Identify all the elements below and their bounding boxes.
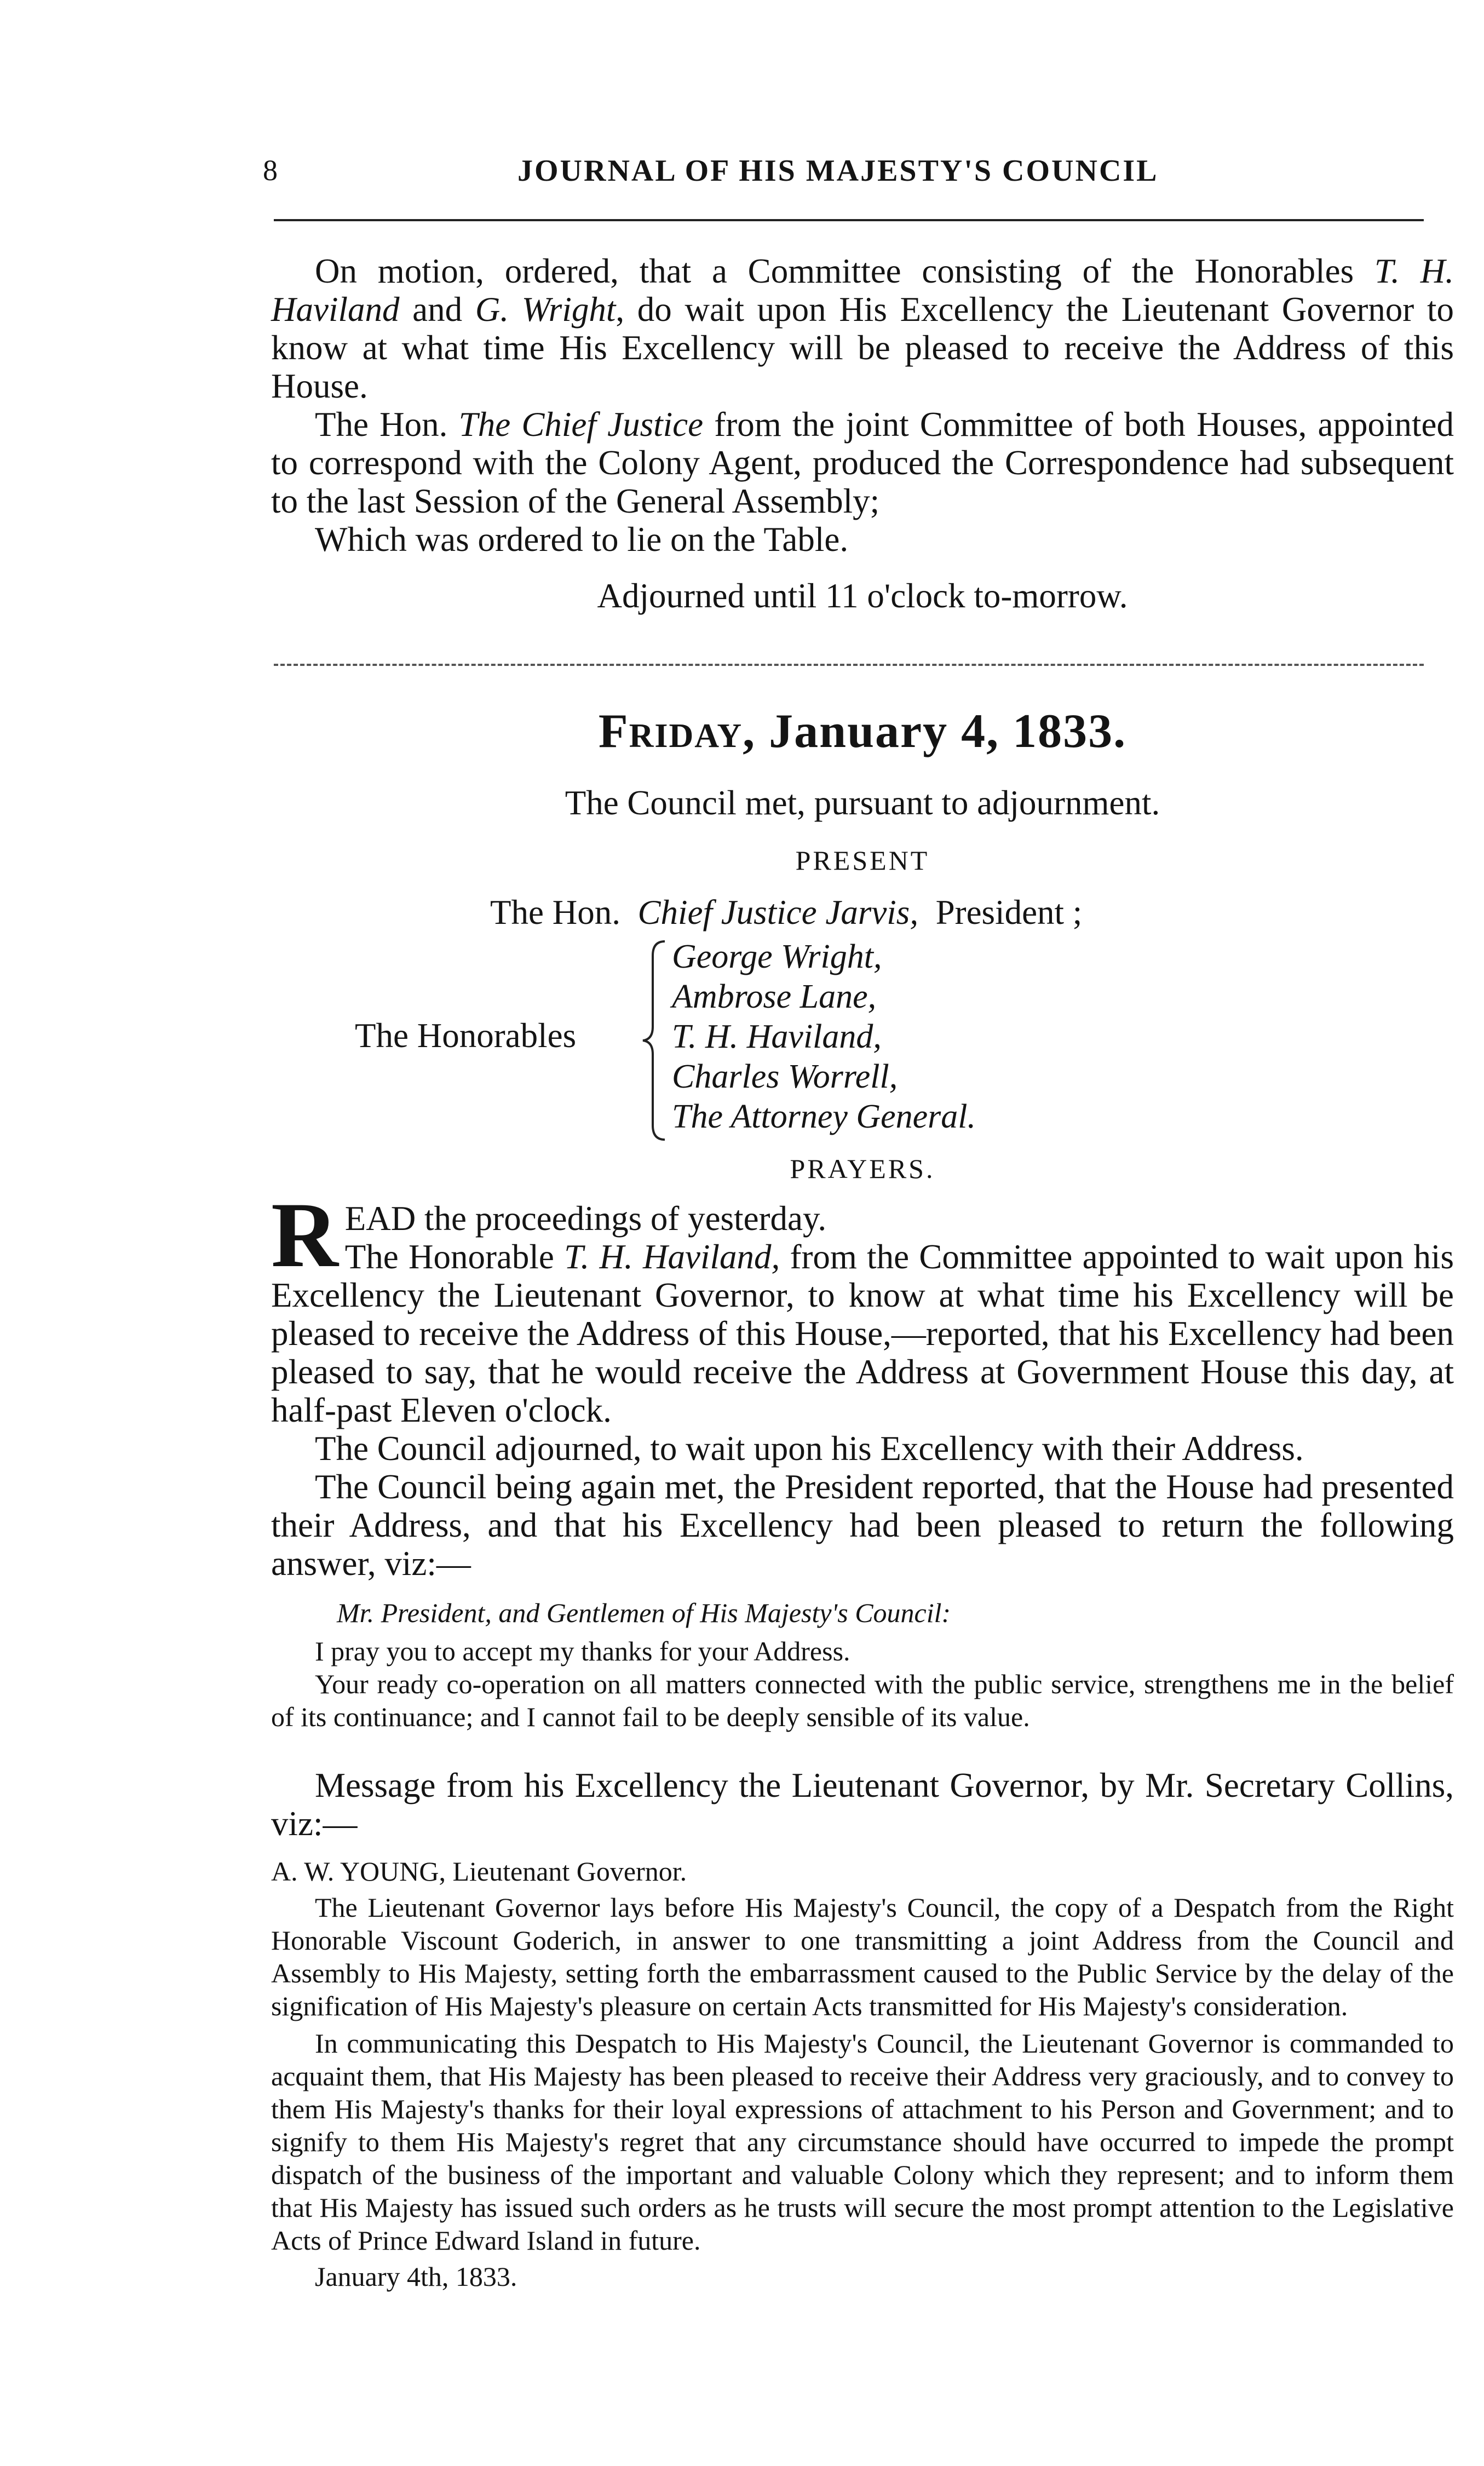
header-rule xyxy=(274,219,1424,221)
president-line: The Hon. Chief Justice Jarvis, President ; xyxy=(490,893,1083,932)
council-met-line: The Council met, pursuant to adjournment. xyxy=(565,784,1160,822)
adjourned-line: Adjourned until 11 o'clock to-morrow. xyxy=(597,577,1128,615)
chief-justice-paragraph: The Hon. The Chief Justice from the joint Committee of both Houses, appointed to correspond with the Colony Agent, produced the Correspondence had subsequent to the last Session of the General Assembly; xyxy=(271,405,1454,520)
answer-line: Your ready co-operation on all matters connected with the public service, strengthens me in the belief of its continuance; and I cannot fail to be deeply sensible of its value. xyxy=(271,1669,1454,1732)
section-divider xyxy=(274,664,1424,666)
present-label: PRESENT xyxy=(795,845,930,876)
honorable-name: George Wright, xyxy=(672,938,882,975)
previous-day-section xyxy=(271,252,1454,559)
honorable-name: The Attorney General. xyxy=(672,1098,976,1135)
honorable-name: Ambrose Lane, xyxy=(672,978,877,1015)
honorable-name: Charles Worrell, xyxy=(672,1058,898,1095)
council-again-met: The Council being again met, the President reported, that the House had presented their Address, and that his Excellency had been pleased to return the following answer, viz:— xyxy=(271,1468,1454,1583)
read-proceedings: EAD the proceedings of yesterday. xyxy=(344,1199,827,1238)
answer-salutation: Mr. President, and Gentlemen of His Majesty's Council: xyxy=(337,1597,951,1628)
message-paragraph: The Lieutenant Governor lays before His Majesty's Council, the copy of a Despatch from the Right Honorable Viscount Goderich, in answer to one transmitting a joint Address from the Council and Assembly to His Majesty, setting forth the embarrassment caused to the Public Service by the delay of the signification of His Majesty's pleasure on certain Acts transmitted for His Majesty's consideration. xyxy=(271,1892,1454,2021)
message-date: January 4th, 1833. xyxy=(315,2261,517,2292)
date-heading: Friday, January 4, 1833. xyxy=(598,705,1127,758)
page-number: 8 xyxy=(263,154,278,187)
drop-cap: R xyxy=(271,1183,338,1286)
page-header xyxy=(263,153,1451,197)
council-adjourned: The Council adjourned, to wait upon his Excellency with their Address. xyxy=(315,1429,1304,1468)
answer-line: I pray you to accept my thanks for your Address. xyxy=(315,1636,850,1666)
message-intro: Message from his Excellency the Lieutenant Governor, by Mr. Secretary Collins, viz:— xyxy=(271,1766,1454,1843)
honorables-label: The Honorables xyxy=(355,1016,577,1055)
honorable-name: T. H. Haviland, xyxy=(672,1018,882,1055)
message-signature: A. W. YOUNG, Lieutenant Governor. xyxy=(271,1856,687,1887)
message-section xyxy=(271,1766,1454,2293)
excellency-answer xyxy=(271,1596,1454,1733)
running-title: JOURNAL OF HIS MAJESTY'S COUNCIL xyxy=(517,154,1159,188)
proceedings-section xyxy=(271,1183,1454,1583)
brace-icon xyxy=(641,939,668,1142)
prayers-label: PRAYERS. xyxy=(790,1153,935,1184)
motion-paragraph: On motion, ordered, that a Committee consisting of the Honorables T. H. Haviland and G. Wright, do wait upon His Excellency the Lieutenant Governor to know at what time His Excellency will be pleased to receive the Address of this House. xyxy=(271,252,1454,405)
lie-on-table-paragraph: Which was ordered to lie on the Table. xyxy=(315,520,849,559)
committee-report: The Honorable T. H. Haviland, from the Committee appointed to wait upon his Excellency the Lieutenant Governor, to know at what time his Excellency will be pleased to receive the Address of this House,—reported, that his Excellency had been pleased to say, that he would receive the Address at Government House this day, at half-past Eleven o'clock. xyxy=(271,1238,1454,1429)
message-paragraph: In communicating this Despatch to His Majesty's Council, the Lieutenant Governor is commanded to acquaint them, that His Majesty has been pleased to receive their Address very graciously, and to convey to them His Majesty's thanks for their loyal expressions of attachment to his Person and Government; and to signify to them His Majesty's regret that any circumstance should have occurred to impede the prompt dispatch of the business of the important and valuable Colony which they represent; and to inform them that His Majesty has issued such orders as he trusts will secure the most prompt attention to the Legislative Acts of Prince Edward Island in future. xyxy=(271,2028,1454,2256)
